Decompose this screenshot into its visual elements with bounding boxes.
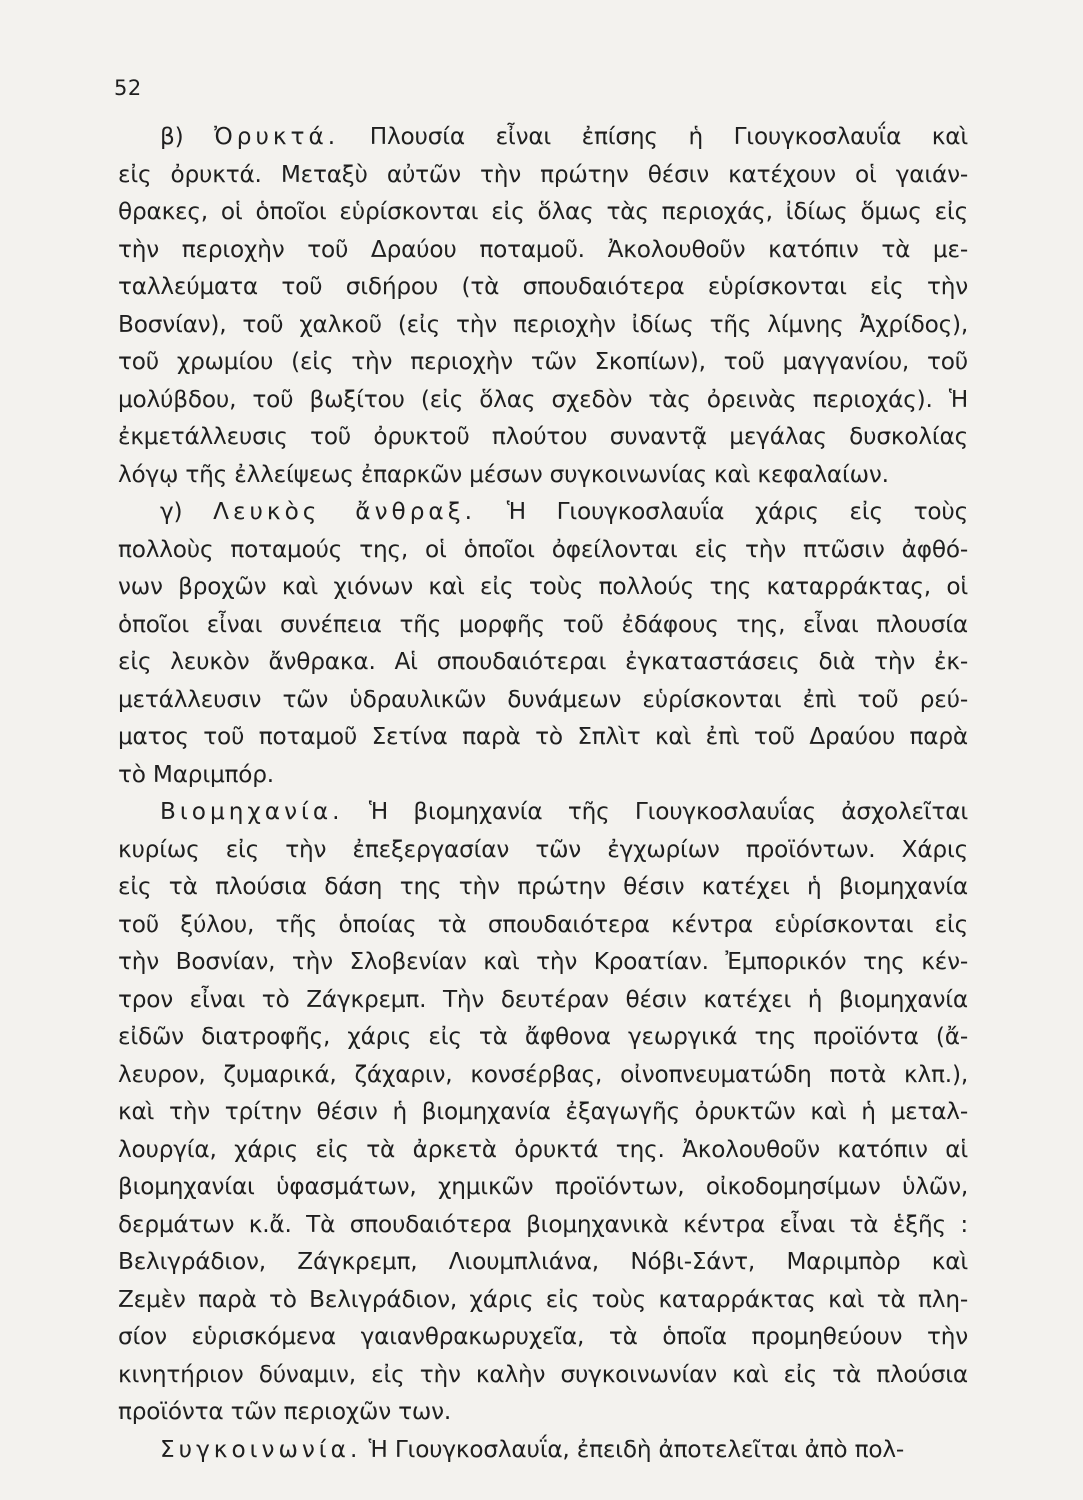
text-line [118,193,968,231]
text-line [118,943,968,981]
text-segment: τὴν Βοσνίαν, τὴν Σλοβενίαν καὶ τὴν Κροατίαν. Ἐμπορικόν της κέν- [118,948,968,975]
body-text [118,118,968,1468]
text-line [118,681,968,719]
text-line [118,381,968,419]
text-line [118,981,968,1019]
text-segment: δερμάτων κ.ἄ. Τὰ σπουδαιότερα βιομηχανικὰ κέντρα εἶναι τὰ ἑξῆς : [118,1210,968,1238]
text-line [118,343,968,381]
text-segment: γ) [160,498,214,525]
text-line [118,568,968,606]
text-segment: ματος τοῦ ποταμοῦ Σετίνα παρὰ τὸ Σπλὶτ καὶ ἐπὶ τοῦ Δραύου παρὰ [118,723,968,750]
text-segment: Ἡ βιομηχανία τῆς Γιουγκοσλαυΐας ἀσχολεῖται [343,798,968,825]
text-segment: ἐκμετάλλευσις τοῦ ὀρυκτοῦ πλούτου συναντᾷ μεγάλας δυσκολίας [118,423,968,450]
text-segment: εἰς ὀρυκτά. Μεταξὺ αὐτῶν τὴν πρώτην θέσιν κατέχουν οἱ γαιάν- [118,160,968,188]
text-segment: τὴν περιοχὴν τοῦ Δραύου ποταμοῦ. Ἀκολουθοῦν κατόπιν τὰ με- [118,235,968,263]
text-segment: Ζεμὲν παρὰ τὸ Βελιγράδιον, χάρις εἰς τοὺς καταρράκτας καὶ τὰ πλη- [118,1285,968,1313]
text-segment: τοῦ ξύλου, τῆς ὁποίας τὰ σπουδαιότερα κέντρα εὑρίσκονται εἰς [118,910,968,938]
text-segment: μολύβδου, τοῦ βωξίτου (εἰς ὅλας σχεδὸν τὰς ὀρεινὰς περιοχάς). Ἡ [118,385,968,413]
text-line [118,1093,968,1131]
text-segment: τὸ Μαριμπόρ. [118,760,274,788]
text-line [118,231,968,269]
text-line [118,1356,968,1394]
text-line [118,1243,968,1281]
text-line [118,268,968,306]
section-heading: Βιομηχανία. [160,798,344,825]
text-line [118,756,968,794]
text-line [118,1056,968,1094]
text-line [118,906,968,944]
text-segment: Πλουσία εἶναι ἐπίσης ἡ Γιουγκοσλαυΐα καὶ [339,123,968,150]
text-segment: κυρίως εἰς τὴν ἐπεξεργασίαν τῶν ἐγχωρίων προϊόντων. Χάρις [118,835,968,863]
text-segment: καὶ τὴν τρίτην θέσιν ἡ βιομηχανία ἐξαγωγῆς ὀρυκτῶν καὶ ἡ μεταλ- [118,1098,968,1125]
text-segment: εἰδῶν διατροφῆς, χάρις εἰς τὰ ἄφθονα γεωργικά της προϊόντα (ἄ- [118,1023,968,1050]
text-segment: εἰς λευκὸν ἄνθρακα. Αἱ σπουδαιότεραι ἐγκαταστάσεις διὰ τὴν ἐκ- [118,648,968,675]
section-heading: Συγκοινωνία. [160,1435,362,1463]
text-segment: Βοσνίαν), τοῦ χαλκοῦ (εἰς τὴν περιοχὴν ἰδίως τῆς λίμνης Ἀχρίδος), [118,310,968,338]
text-line [118,643,968,681]
text-segment: λευρον, ζυμαρικά, ζάχαριν, κονσέρβας, οἰνοπνευματώδη ποτὰ κλπ.), [118,1060,968,1088]
text-line [118,831,968,869]
text-segment: προϊόντα τῶν περιοχῶν των. [118,1398,452,1425]
text-line [118,156,968,194]
page-number: 52 [114,76,142,100]
text-line [118,118,968,156]
text-segment: βιομηχανίαι ὑφασμάτων, χημικῶν προϊόντων, οἰκοδομησίμων ὑλῶν, [118,1173,968,1200]
text-line [118,493,968,531]
text-segment: πολλοὺς ποταμούς της, οἱ ὁποῖοι ὀφείλονται εἰς τὴν πτῶσιν ἀφθό- [118,535,968,563]
text-line [118,606,968,644]
text-segment: ὁποῖοι εἶναι συνέπεια τῆς μορφῆς τοῦ ἐδάφους της, εἶναι πλουσία [118,610,968,638]
text-segment: β) [160,123,215,150]
text-segment: ταλλεύματα τοῦ σιδήρου (τὰ σπουδαιότερα εὑρίσκονται εἰς τὴν [118,273,968,300]
text-line [118,1206,968,1244]
text-line [118,456,968,494]
text-line [118,418,968,456]
text-line [118,531,968,569]
text-segment: τοῦ χρωμίου (εἰς τὴν περιοχὴν τῶν Σκοπίων), τοῦ μαγγανίου, τοῦ [118,348,968,375]
text-line [118,1131,968,1169]
text-line [118,793,968,831]
text-segment: Βελιγράδιον, Ζάγκρεμπ, Λιουμπλιάνα, Νόβι-Σάντ, Μαριμπὸρ καὶ [118,1248,968,1275]
text-segment: κινητήριον δύναμιν, εἰς τὴν καλὴν συγκοινωνίαν καὶ εἰς τὰ πλούσια [118,1360,968,1388]
text-segment: σίον εὑρισκόμενα γαιανθρακωρυχεῖα, τὰ ὁποῖα προμηθεύουν τὴν [118,1323,968,1350]
text-line [118,1281,968,1319]
text-segment: Ἡ Γιουγκοσλαυΐα χάρις εἰς τοὺς [476,498,968,525]
section-heading: Ὀρυκτά. [214,123,340,150]
text-segment: μετάλλευσιν τῶν ὑδραυλικῶν δυνάμεων εὑρίσκονται ἐπὶ τοῦ ρεύ- [118,685,968,713]
text-line [118,1431,968,1469]
text-segment: θρακες, οἱ ὁποῖοι εὑρίσκονται εἰς ὅλας τὰς περιοχάς, ἰδίως ὅμως εἰς [118,198,968,225]
text-line [118,1393,968,1431]
text-segment: λουργία, χάρις εἰς τὰ ἀρκετὰ ὀρυκτά της. Ἀκολουθοῦν κατόπιν αἱ [118,1135,968,1163]
section-heading: Λευκὸς ἄνθραξ. [213,498,477,525]
text-segment: λόγῳ τῆς ἐλλείψεως ἐπαρκῶν μέσων συγκοινωνίας καὶ κεφαλαίων. [118,460,889,488]
text-line [118,1318,968,1356]
text-segment: τρον εἶναι τὸ Ζάγκρεμπ. Τὴν δευτέραν θέσιν κατέχει ἡ βιομηχανία [118,985,968,1013]
text-segment: νων βροχῶν καὶ χιόνων καὶ εἰς τοὺς πολλούς της καταρράκτας, οἱ [118,573,968,600]
text-line [118,868,968,906]
text-segment: εἰς τὰ πλούσια δάση της τὴν πρώτην θέσιν κατέχει ἡ βιομηχανία [118,873,968,900]
text-segment: Ἡ Γιουγκοσλαυΐα, ἐπειδὴ ἀποτελεῖται ἀπὸ πολ- [361,1435,905,1463]
text-line [118,1168,968,1206]
text-line [118,306,968,344]
text-line [118,718,968,756]
text-line [118,1018,968,1056]
